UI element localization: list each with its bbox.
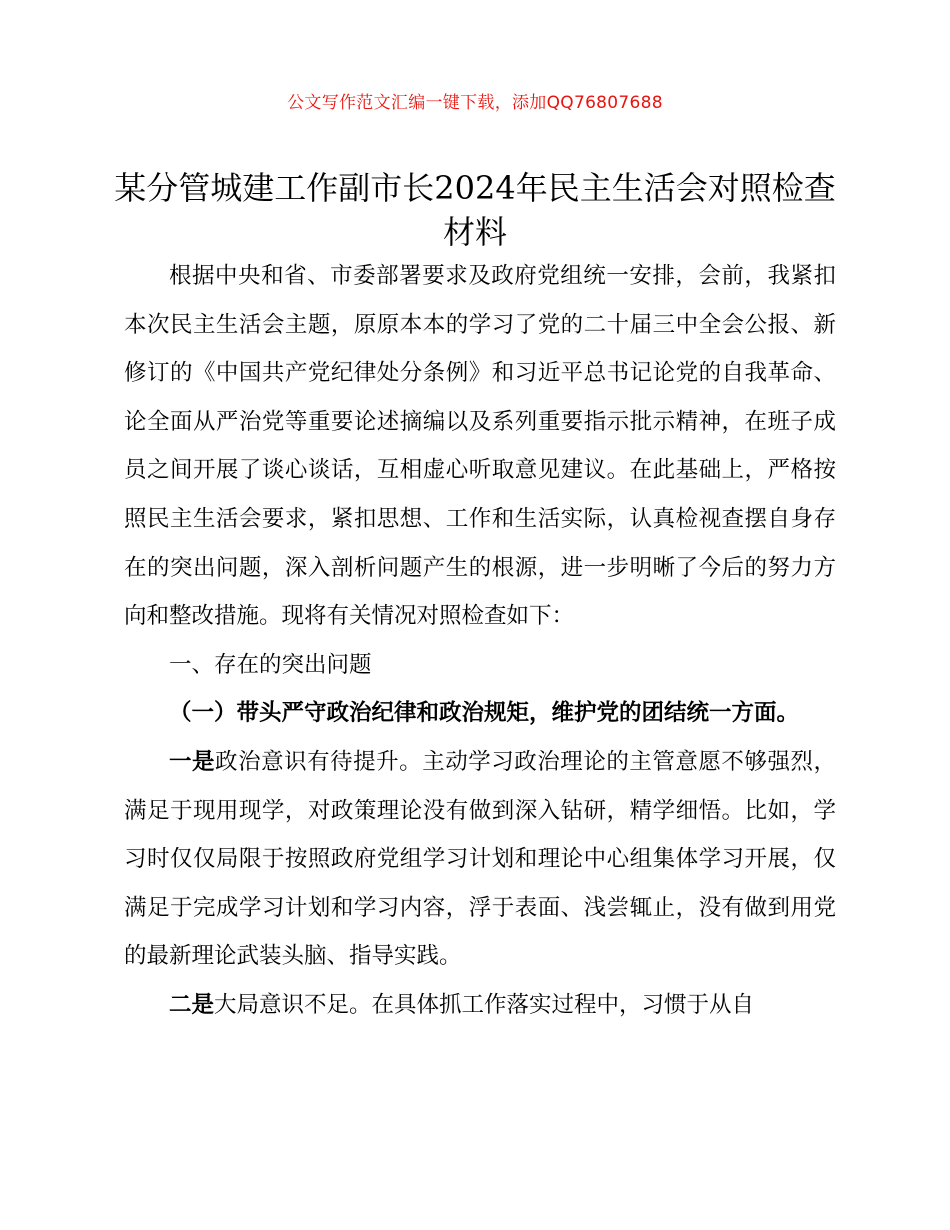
section-heading: 一、存在的突出问题 [169, 651, 372, 678]
subsection-heading: （一）带头严守政治纪律和政治规矩，维护党的团结统一方面。 [169, 700, 800, 727]
point-one-lead: 一是 [169, 748, 216, 775]
download-banner: 公文写作范文汇编一键下载，添加QQ76807688 [287, 93, 663, 113]
point-two-lead: 二是 [169, 991, 215, 1018]
point-one-paragraph [124, 738, 836, 981]
document-title: 某分管城建工作副市长2024年民主生活会对照检查材料 [114, 169, 836, 251]
document-body [124, 252, 836, 1030]
intro-paragraph: 根据中央和省、市委部署要求及政府党组统一安排，会前，我紧扣本次民主生活会主题，原原本本的学习了党的二十届三中全会公报、新修订的《中国共产党纪律处分条例》和习近平总书记论党的自我革命、论全面从严治党等重要论述摘编以及系列重要指示批示精神，在班子成员之间开展了谈心谈话，互相虚心听取意见建议。在此基础上，严格按照民主生活会要求，紧扣思想、工作和生活实际，认真检视查摆自身存在的突出问题，深入剖析问题产生的根源，进一步明晰了今后的努力方向和整改措施。现将有关情况对照检查如下： [124, 263, 836, 630]
point-two-text: 大局意识不足。在具体抓工作落实过程中，习惯于从自 [214, 991, 755, 1018]
point-one-text: 政治意识有待提升。主动学习政治理论的主管意愿不够强烈，满足于现用现学，对政策理论没有做到深入钻研，精学细悟。比如，学习时仅仅局限于按照政府党组学习计划和理论中心组集体学习开展，仅满足于完成学习计划和学习内容，浮于表面、浅尝辄止，没有做到用党的最新理论武装头脑、指导实践。 [124, 748, 836, 970]
point-two-paragraph [124, 981, 836, 1030]
